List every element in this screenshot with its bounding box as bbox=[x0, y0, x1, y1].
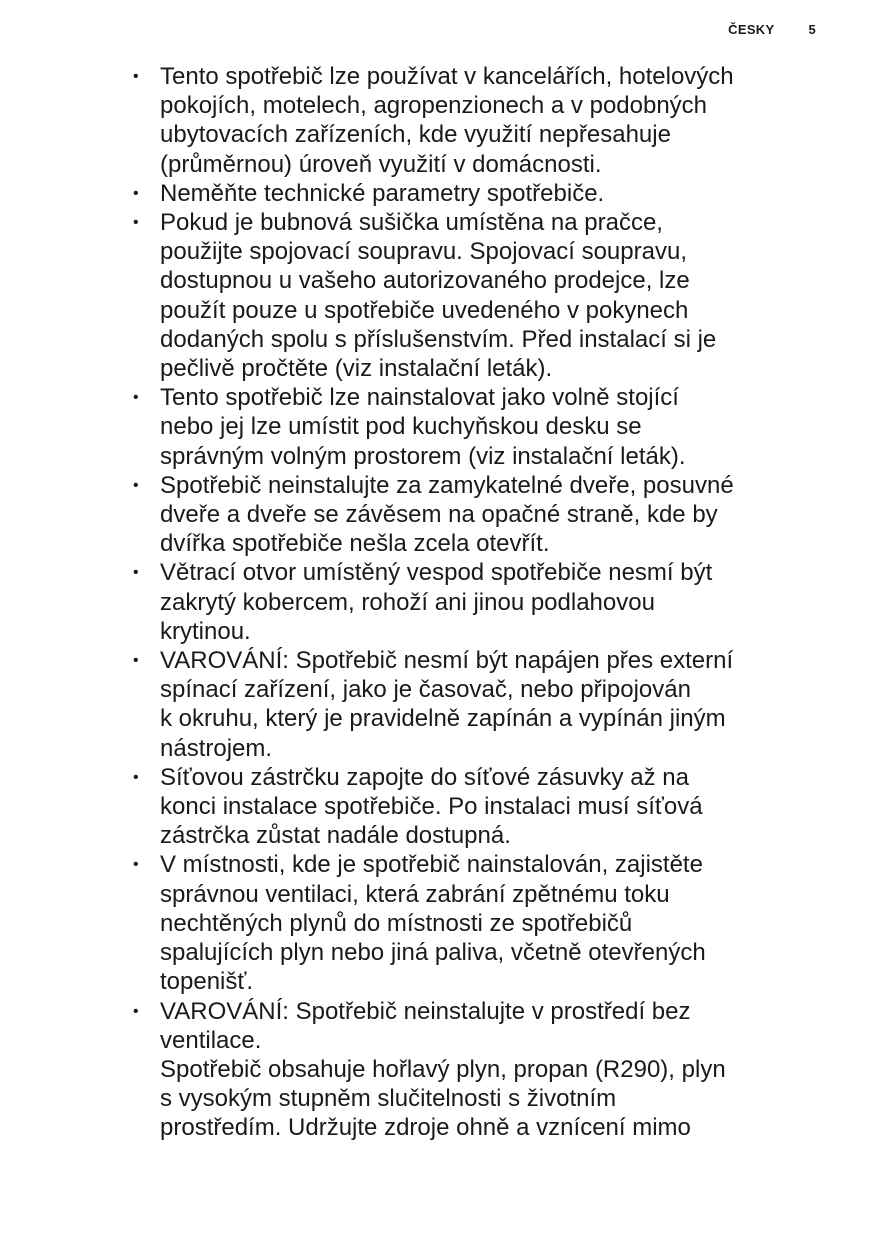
text-line: pokojích, motelech, agropenzionech a v podobných bbox=[160, 92, 708, 120]
text-line: s vysokým stupněm slučitelnosti s životním bbox=[160, 1085, 617, 1113]
bullet-icon: • bbox=[133, 476, 139, 494]
text-line: použijte spojovací soupravu. Spojovací soupravu, bbox=[160, 238, 687, 266]
text-line: V místnosti, kde je spotřebič nainstalován, zajistěte bbox=[160, 851, 703, 879]
text-line: použít pouze u spotřebiče uvedeného v pokynech bbox=[160, 296, 689, 324]
text-line: dveře a dveře se závěsem na opačné straně, kde by bbox=[160, 501, 718, 529]
bullet-icon: • bbox=[133, 652, 139, 670]
text-line: spalujících plyn nebo jiná paliva, včetně otevřených bbox=[160, 939, 706, 967]
text-line: Tento spotřebič lze nainstalovat jako volně stojící bbox=[160, 384, 679, 412]
text-line: dvířka spotřebiče nešla zcela otevřít. bbox=[160, 530, 550, 558]
text-line: spínací zařízení, jako je časovač, nebo připojován bbox=[160, 676, 691, 704]
language-label: ČESKY bbox=[728, 22, 775, 37]
bullet-icon: • bbox=[133, 856, 139, 874]
text-line: VAROVÁNÍ: Spotřebič neinstalujte v prostředí bez bbox=[160, 997, 691, 1025]
text-line: VAROVÁNÍ: Spotřebič nesmí být napájen přes externí bbox=[160, 647, 734, 675]
list-item bbox=[133, 471, 823, 559]
bullet-icon: • bbox=[133, 68, 139, 85]
list-item bbox=[133, 997, 823, 1143]
list-item bbox=[133, 763, 823, 851]
text-line: nebo jej lze umístit pod kuchyňskou desku se bbox=[160, 413, 642, 441]
bullet-icon: • bbox=[133, 214, 139, 232]
list-item bbox=[133, 850, 823, 996]
document-body bbox=[133, 62, 823, 1143]
text-line: dodaných spolu s příslušenstvím. Před instalací si je bbox=[160, 325, 717, 353]
text-line: Spotřebič neinstalujte za zamykatelné dveře, posuvné bbox=[160, 471, 734, 499]
text-line: nástrojem. bbox=[160, 734, 273, 762]
text-line: pečlivě pročtěte (viz instalační leták). bbox=[160, 355, 553, 383]
bullet-icon: • bbox=[133, 389, 139, 407]
text-line: (průměrnou) úroveň využití v domácnosti. bbox=[160, 150, 602, 178]
bullet-icon: • bbox=[133, 564, 139, 582]
list-item bbox=[133, 646, 823, 763]
text-line: nechtěných plynů do místnosti ze spotřebičů bbox=[160, 909, 633, 937]
text-line: k okruhu, který je pravidelně zapínán a vypínán jiným bbox=[160, 705, 726, 733]
list-item bbox=[133, 558, 823, 646]
safety-instructions-list bbox=[133, 62, 823, 1143]
text-line: ventilace. bbox=[160, 1026, 262, 1054]
list-item bbox=[133, 179, 823, 208]
text-line: zástrčka zůstat nadále dostupná. bbox=[160, 822, 511, 850]
text-line: zakrytý kobercem, rohoží ani jinou podlahovou bbox=[160, 588, 655, 616]
text-line: Pokud je bubnová sušička umístěna na pračce, bbox=[160, 209, 663, 237]
list-item bbox=[133, 62, 823, 179]
text-line: Tento spotřebič lze používat v kancelářích, hotelových bbox=[160, 63, 734, 90]
bullet-icon: • bbox=[133, 184, 139, 202]
bullet-icon: • bbox=[133, 1002, 139, 1020]
text-line: topenišť. bbox=[160, 968, 254, 996]
text-line: krytinou. bbox=[160, 617, 251, 645]
text-line: ubytovacích zařízeních, kde využití nepřesahuje bbox=[160, 121, 671, 149]
text-line: správným volným prostorem (viz instalační leták). bbox=[160, 442, 686, 470]
list-item bbox=[133, 208, 823, 383]
list-item bbox=[133, 383, 823, 471]
text-line: dostupnou u vašeho autorizovaného prodejce, lze bbox=[160, 267, 690, 295]
text-line: správnou ventilaci, která zabrání zpětnému toku bbox=[160, 880, 670, 908]
text-line: Neměňte technické parametry spotřebiče. bbox=[160, 179, 605, 207]
text-line: Spotřebič obsahuje hořlavý plyn, propan (R290), plyn bbox=[160, 1055, 726, 1083]
page-number: 5 bbox=[808, 22, 816, 37]
text-line: konci instalace spotřebiče. Po instalaci musí síťová bbox=[160, 793, 703, 821]
text-line: Větrací otvor umístěný vespod spotřebiče nesmí být bbox=[160, 559, 713, 587]
bullet-icon: • bbox=[133, 768, 139, 786]
page-header bbox=[728, 22, 816, 37]
text-line: prostředím. Udržujte zdroje ohně a vznícení mimo bbox=[160, 1114, 691, 1142]
text-line: Síťovou zástrčku zapojte do síťové zásuvky až na bbox=[160, 763, 689, 791]
